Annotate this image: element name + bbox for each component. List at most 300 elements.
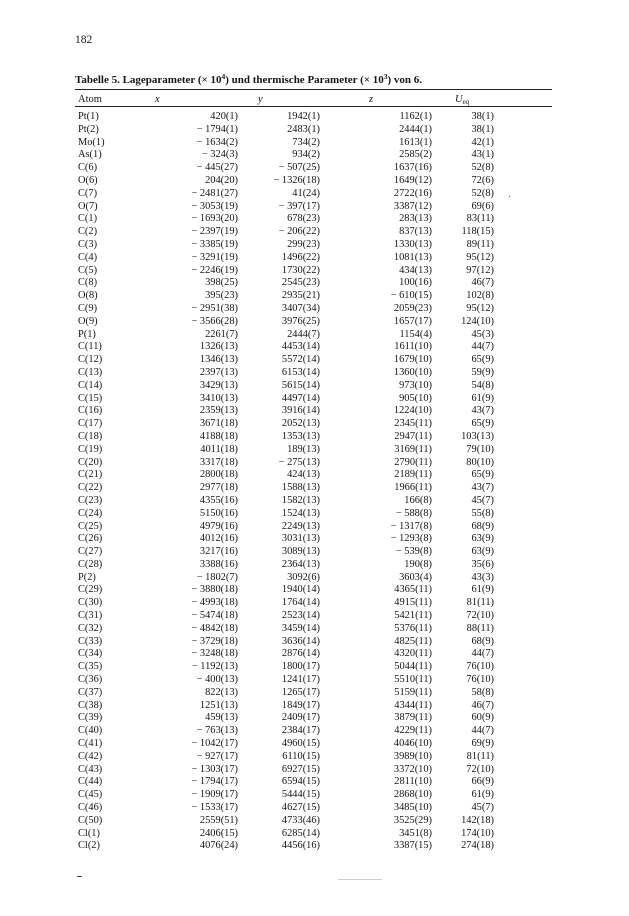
cell-x: 398(25) [205, 277, 238, 289]
cell-atom: C(19) [78, 443, 103, 455]
cell-x: 3217(16) [199, 546, 238, 558]
cell-x: 4011(18) [200, 443, 238, 455]
cell-z: 5159(11) [394, 686, 432, 698]
table-row [0, 674, 629, 687]
cell-y: 1241(17) [281, 674, 320, 686]
cell-x: 1251(13) [199, 699, 238, 711]
table-row [0, 201, 629, 214]
cell-ueq: 59(9) [471, 366, 494, 378]
cell-z: 5376(11) [394, 622, 432, 634]
cell-x: − 1802(7) [196, 571, 238, 583]
cell-ueq: 54(8) [471, 379, 494, 391]
table-row [0, 776, 629, 789]
cell-y: 1265(17) [281, 686, 320, 698]
cell-x: − 1533(17) [191, 802, 238, 814]
cell-ueq: 61(9) [471, 789, 494, 801]
cell-atom: C(21) [78, 469, 103, 481]
cell-ueq: 79(10) [466, 443, 494, 455]
cell-ueq: 102(8) [466, 290, 494, 302]
cell-ueq: 81(11) [466, 597, 494, 609]
cell-atom: C(2) [78, 226, 98, 238]
cell-x: − 1303(17) [191, 763, 238, 775]
table-row [0, 738, 629, 751]
table-row [0, 277, 629, 290]
cell-atom: C(22) [78, 482, 103, 494]
cell-y: 934(2) [292, 149, 320, 161]
cell-ueq: 65(9) [471, 354, 494, 366]
cell-z: − 588(8) [395, 507, 432, 519]
cell-z: 3169(11) [394, 443, 432, 455]
cell-atom: C(43) [78, 763, 103, 775]
cell-y: 2483(1) [287, 123, 320, 135]
cell-atom: C(9) [78, 302, 98, 314]
cell-x: − 1909(17) [191, 789, 238, 801]
cell-y: 6110(15) [282, 750, 320, 762]
cell-y: − 206(22) [278, 226, 320, 238]
cell-atom: P(2) [78, 571, 96, 583]
cell-z: 4229(11) [394, 725, 432, 737]
table-row [0, 303, 629, 316]
cell-atom: C(40) [78, 725, 103, 737]
cell-atom: Pt(2) [78, 123, 99, 135]
cell-z: 1611(10) [394, 341, 432, 353]
header-ueq [455, 94, 469, 106]
cell-ueq: 68(9) [471, 635, 494, 647]
cell-atom: C(12) [78, 354, 103, 366]
table-row [0, 840, 629, 853]
cell-z: 4320(11) [394, 648, 432, 660]
cell-x: 2261(7) [205, 328, 238, 340]
cell-x: 3410(13) [199, 392, 238, 404]
cell-y: 3976(25) [281, 315, 320, 327]
cell-y: 2876(14) [281, 648, 320, 660]
cell-z: 4344(11) [394, 699, 432, 711]
cell-y: 2444(7) [287, 328, 320, 340]
cell-z: 3989(10) [393, 750, 432, 762]
cell-atom: C(31) [78, 610, 103, 622]
cell-ueq: 46(7) [471, 277, 494, 289]
table-row [0, 316, 629, 329]
table-row [0, 495, 629, 508]
table-row [0, 584, 629, 597]
cell-ueq: 88(11) [466, 622, 494, 634]
cell-atom: C(25) [78, 520, 103, 532]
cell-z: 283(13) [399, 213, 432, 225]
cell-atom: C(36) [78, 674, 103, 686]
cell-z: 973(10) [399, 379, 432, 391]
cell-ueq: 52(8) [471, 162, 494, 174]
cell-z: 3603(4) [399, 571, 432, 583]
cell-y: 2935(21) [281, 290, 320, 302]
cell-z: 3879(11) [394, 712, 432, 724]
table-row [0, 546, 629, 559]
cell-atom: C(32) [78, 622, 103, 634]
cell-atom: C(7) [78, 187, 98, 199]
caption-exponent-1: 4 [221, 72, 226, 81]
cell-y: 1730(22) [281, 264, 320, 276]
cell-atom: C(38) [78, 699, 103, 711]
cell-z: 2444(1) [399, 123, 432, 135]
cell-x: 1346(13) [199, 354, 238, 366]
cell-x: − 3291(19) [191, 251, 238, 263]
cell-z: 190(8) [404, 558, 432, 570]
cell-y: − 397(17) [278, 200, 320, 212]
cell-z: 1154(4) [399, 328, 432, 340]
table-row [0, 610, 629, 623]
cell-atom: C(42) [78, 750, 103, 762]
header-atom: Atom [78, 94, 102, 105]
table-row [0, 367, 629, 380]
cell-atom: C(33) [78, 635, 103, 647]
table-row [0, 341, 629, 354]
cell-ueq: 38(1) [471, 111, 494, 122]
cell-z: 2059(23) [393, 302, 432, 314]
cell-x: 3429(13) [199, 379, 238, 391]
table-row [0, 700, 629, 713]
print-speck: · [508, 192, 512, 203]
cell-y: 2384(17) [281, 725, 320, 737]
table-row [0, 265, 629, 278]
cell-x: − 1794(1) [196, 123, 238, 135]
cell-atom: C(5) [78, 264, 98, 276]
cell-x: − 1042(17) [191, 738, 238, 750]
cell-atom: C(26) [78, 533, 103, 545]
table-row [0, 444, 629, 457]
cell-x: 3388(16) [199, 558, 238, 570]
caption-text-2: ) und thermische Parameter (× 10 [225, 74, 384, 86]
cell-x: 3671(18) [199, 418, 238, 430]
cell-y: 2249(13) [281, 520, 320, 532]
cell-y: 1582(13) [281, 494, 320, 506]
cell-x: − 4842(18) [191, 622, 238, 634]
cell-ueq: 68(9) [471, 520, 494, 532]
cell-y: 3636(14) [281, 635, 320, 647]
cell-x: − 5474(18) [191, 610, 238, 622]
cell-atom: C(37) [78, 686, 103, 698]
cell-atom: C(13) [78, 366, 103, 378]
table-row [0, 393, 629, 406]
cell-x: − 1634(2) [196, 136, 238, 148]
cell-x: 2359(13) [199, 405, 238, 417]
table-row [0, 521, 629, 534]
cell-ueq: 274(18) [461, 840, 494, 852]
cell-atom: C(8) [78, 277, 98, 289]
cell-z: 905(10) [399, 392, 432, 404]
cell-z: − 610(15) [390, 290, 432, 302]
table-row [0, 149, 629, 162]
cell-ueq: 72(10) [466, 763, 494, 775]
cell-atom: Cl(1) [78, 827, 100, 839]
page-number: 182 [75, 34, 93, 46]
cell-atom: C(35) [78, 661, 103, 673]
cell-z: 2722(16) [393, 187, 432, 199]
cell-atom: O(7) [78, 200, 98, 212]
cell-y: 5615(14) [281, 379, 320, 391]
table-row [0, 137, 629, 150]
table-row [0, 329, 629, 342]
cell-ueq: 44(7) [471, 648, 494, 660]
cell-y: 3407(34) [281, 302, 320, 314]
table-row [0, 789, 629, 802]
cell-x: − 400(13) [196, 674, 238, 686]
cell-y: 2409(17) [281, 712, 320, 724]
cell-ueq: 103(13) [461, 430, 494, 442]
table-row [0, 815, 629, 828]
cell-z: 3525(29) [393, 814, 432, 826]
cell-ueq: 81(11) [466, 750, 494, 762]
cell-atom: C(46) [78, 802, 103, 814]
table-row [0, 764, 629, 777]
cell-x: 2397(13) [199, 366, 238, 378]
table-row [0, 252, 629, 265]
cell-y: 2523(14) [281, 610, 320, 622]
cell-atom: C(24) [78, 507, 103, 519]
cell-x: − 3248(18) [191, 648, 238, 660]
cell-atom: C(16) [78, 405, 103, 417]
cell-ueq: 61(9) [471, 392, 494, 404]
cell-atom: Mo(1) [78, 136, 105, 148]
cell-x: − 3566(28) [191, 315, 238, 327]
cell-ueq: 52(8) [471, 187, 494, 199]
cell-atom: O(9) [78, 315, 98, 327]
cell-z: 3485(10) [393, 802, 432, 814]
cell-z: 1224(10) [393, 405, 432, 417]
cell-atom: C(28) [78, 558, 103, 570]
cell-y: − 507(25) [278, 162, 320, 174]
cell-z: 3451(8) [399, 827, 432, 839]
cell-z: 837(13) [399, 226, 432, 238]
cell-x: − 763(13) [196, 725, 238, 737]
cell-ueq: 63(9) [471, 546, 494, 558]
cell-y: 4456(16) [281, 840, 320, 852]
cell-atom: C(45) [78, 789, 103, 801]
cell-ueq: 65(9) [471, 469, 494, 481]
table-row [0, 457, 629, 470]
table-row [0, 290, 629, 303]
cell-atom: C(6) [78, 162, 98, 174]
cell-atom: C(44) [78, 776, 103, 788]
cell-z: 5421(11) [394, 610, 432, 622]
cell-atom: C(20) [78, 456, 103, 468]
cell-z: 2585(2) [399, 149, 432, 161]
cell-ueq: 174(10) [461, 827, 494, 839]
cell-ueq: 72(10) [466, 610, 494, 622]
cell-y: 4453(14) [281, 341, 320, 353]
cell-ueq: 142(18) [461, 814, 494, 826]
cell-atom: As(1) [78, 149, 102, 161]
cell-ueq: 63(9) [471, 533, 494, 545]
table-row [0, 751, 629, 764]
cell-atom: C(30) [78, 597, 103, 609]
cell-atom: C(23) [78, 494, 103, 506]
cell-ueq: 43(7) [471, 405, 494, 417]
cell-y: 1940(14) [281, 584, 320, 596]
caption-exponent-2: 3 [383, 72, 388, 81]
cell-z: 166(8) [404, 494, 432, 506]
table-row [0, 469, 629, 482]
cell-ueq: 89(11) [466, 238, 494, 250]
cell-x: 4979(16) [199, 520, 238, 532]
table-row [0, 687, 629, 700]
cell-y: 3031(13) [281, 533, 320, 545]
cell-ueq: 97(12) [466, 264, 494, 276]
cell-y: 1496(22) [281, 251, 320, 263]
cell-ueq: 69(6) [471, 200, 494, 212]
cell-y: 1524(13) [281, 507, 320, 519]
cell-z: − 539(8) [395, 546, 432, 558]
cell-z: 1649(12) [393, 174, 432, 186]
cell-ueq: 72(6) [471, 174, 494, 186]
cell-y: 2545(23) [281, 277, 320, 289]
table-row [0, 725, 629, 738]
cell-x: − 3385(19) [191, 238, 238, 250]
cell-y: 3092(6) [287, 571, 320, 583]
cell-x: − 2481(27) [191, 187, 238, 199]
cell-atom: C(39) [78, 712, 103, 724]
cell-ueq: 124(10) [461, 315, 494, 327]
cell-z: 2868(10) [393, 789, 432, 801]
cell-y: 734(2) [292, 136, 320, 148]
cell-x: 395(23) [205, 290, 238, 302]
cell-x: − 324(3) [201, 149, 238, 161]
cell-ueq: 58(8) [471, 686, 494, 698]
cell-atom: C(29) [78, 584, 103, 596]
cell-x: 3317(18) [199, 456, 238, 468]
cell-ueq: 95(12) [466, 251, 494, 263]
cell-ueq: 43(1) [471, 149, 494, 161]
header-x: x [155, 94, 160, 105]
cell-ueq: 45(7) [471, 494, 494, 506]
table-body [0, 111, 629, 853]
cell-y: 6153(14) [281, 366, 320, 378]
cell-z: 3387(12) [393, 200, 432, 212]
table-row [0, 239, 629, 252]
cell-x: 4076(24) [199, 840, 238, 852]
cell-z: 5044(11) [394, 661, 432, 673]
table-row [0, 175, 629, 188]
cell-atom: C(3) [78, 238, 98, 250]
cell-z: 5510(11) [394, 674, 432, 686]
cell-x: 459(13) [205, 712, 238, 724]
cell-y: 1849(17) [281, 699, 320, 711]
cell-z: 1657(17) [393, 315, 432, 327]
cell-z: 1330(13) [393, 238, 432, 250]
cell-x: 2406(15) [199, 827, 238, 839]
cell-x: − 3053(19) [191, 200, 238, 212]
cell-z: 4915(11) [394, 597, 432, 609]
table-row [0, 623, 629, 636]
cell-atom: C(4) [78, 251, 98, 263]
cell-x: 1326(13) [199, 341, 238, 353]
cell-z: 4046(10) [393, 738, 432, 750]
cell-ueq: 44(7) [471, 341, 494, 353]
cell-ueq: 44(7) [471, 725, 494, 737]
cell-z: 2189(11) [394, 469, 432, 481]
cell-x: 420(1) [210, 111, 238, 122]
cell-x: − 1693(20) [191, 213, 238, 225]
cell-atom: O(8) [78, 290, 98, 302]
cell-x: 822(13) [205, 686, 238, 698]
table-row [0, 508, 629, 521]
cell-ueq: 69(9) [471, 738, 494, 750]
cell-y: 2364(13) [281, 558, 320, 570]
cell-atom: Pt(1) [78, 111, 99, 122]
cell-x: 4188(18) [199, 430, 238, 442]
cell-ueq: 55(8) [471, 507, 494, 519]
table-row [0, 482, 629, 495]
cell-ueq: 76(10) [466, 661, 494, 673]
cell-z: 3372(10) [393, 763, 432, 775]
cell-ueq: 80(10) [466, 456, 494, 468]
cell-z: 4365(11) [394, 584, 432, 596]
table-row [0, 162, 629, 175]
cell-z: 2790(11) [394, 456, 432, 468]
cell-y: 6594(15) [281, 776, 320, 788]
cell-y: 5444(15) [281, 789, 320, 801]
cell-ueq: 66(9) [471, 776, 494, 788]
table-row [0, 418, 629, 431]
cell-z: 1966(11) [394, 482, 432, 494]
header-rule [75, 106, 552, 107]
cell-z: 1360(10) [393, 366, 432, 378]
cell-y: 4497(14) [281, 392, 320, 404]
cell-x: 4355(16) [199, 494, 238, 506]
cell-ueq: 42(1) [471, 136, 494, 148]
cell-ueq: 118(15) [461, 226, 494, 238]
cell-ueq: 43(7) [471, 482, 494, 494]
cell-x: − 445(27) [196, 162, 238, 174]
cell-z: 2811(10) [394, 776, 432, 788]
cell-y: 4627(15) [281, 802, 320, 814]
table-row [0, 597, 629, 610]
table-row [0, 431, 629, 444]
cell-ueq: 35(6) [471, 558, 494, 570]
cell-x: 5150(16) [199, 507, 238, 519]
cell-y: 5572(14) [281, 354, 320, 366]
cell-y: 3459(14) [281, 622, 320, 634]
cell-z: 3387(15) [393, 840, 432, 852]
cell-y: 189(13) [287, 443, 320, 455]
table-row [0, 648, 629, 661]
table-row [0, 213, 629, 226]
cell-atom: C(18) [78, 430, 103, 442]
cell-y: 299(23) [287, 238, 320, 250]
cell-y: 41(24) [292, 187, 320, 199]
cell-atom: P(1) [78, 328, 96, 340]
cell-z: 2947(11) [394, 430, 432, 442]
cell-y: 1942(1) [287, 111, 320, 122]
cell-y: 2052(13) [281, 418, 320, 430]
cell-ueq: 45(3) [471, 328, 494, 340]
cell-z: 100(16) [399, 277, 432, 289]
cell-y: − 1326(18) [273, 174, 320, 186]
cell-x: − 1192(13) [191, 661, 238, 673]
cell-ueq: 38(1) [471, 123, 494, 135]
cell-y: − 275(13) [278, 456, 320, 468]
cell-z: 1637(16) [393, 162, 432, 174]
cell-z: 1162(1) [399, 111, 432, 122]
table-row [0, 636, 629, 649]
cell-atom: C(34) [78, 648, 103, 660]
cell-y: 6285(14) [281, 827, 320, 839]
table-caption [75, 72, 422, 86]
cell-y: 4960(15) [281, 738, 320, 750]
cell-ueq: 46(7) [471, 699, 494, 711]
cell-y: 1764(14) [281, 597, 320, 609]
table-row [0, 572, 629, 585]
cell-y: 1353(13) [281, 430, 320, 442]
cell-x: 4012(16) [199, 533, 238, 545]
